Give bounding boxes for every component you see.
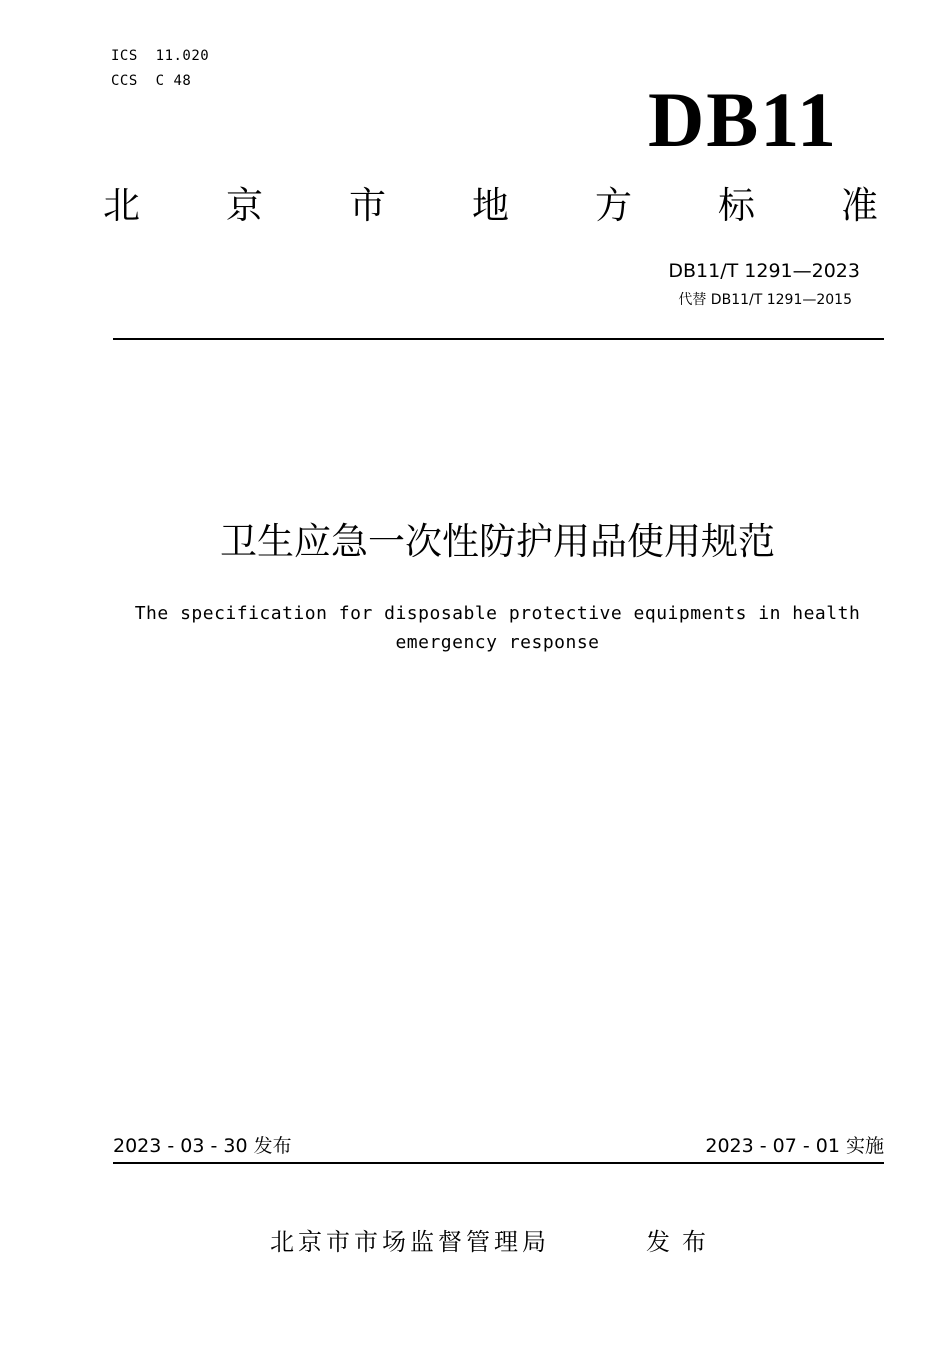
heading-char: 市 <box>349 184 386 227</box>
heading-char: 北 <box>103 184 140 227</box>
heading-char: 准 <box>841 184 878 227</box>
heading-char: 方 <box>595 184 632 227</box>
document-title-cn: 卫生应急一次性防护用品使用规范 <box>220 520 775 563</box>
implementation-date: 2023 - 07 - 01 实施 <box>705 1135 884 1157</box>
footer-divider <box>113 1162 884 1164</box>
ics-code: ICS 11.020 <box>111 48 210 64</box>
heading-char: 京 <box>226 184 263 227</box>
header-divider <box>113 338 884 340</box>
heading-char: 地 <box>472 184 509 227</box>
document-title-en: The specification for disposable protective equipments in health emergency response <box>134 603 861 653</box>
publisher-name: 北京市市场监督管理局 <box>270 1228 550 1256</box>
beijing-local-standard-heading <box>103 182 878 230</box>
ccs-code: CCS C 48 <box>111 73 192 89</box>
issue-date: 2023 - 03 - 30 发布 <box>113 1135 292 1157</box>
standard-number: DB11/T 1291—2023 <box>668 260 860 282</box>
db11-logo: DB11 <box>647 76 838 163</box>
replaced-standard: 代替 DB11/T 1291—2015 <box>678 292 852 308</box>
publish-label: 发布 <box>646 1228 718 1256</box>
heading-char: 标 <box>718 184 755 227</box>
